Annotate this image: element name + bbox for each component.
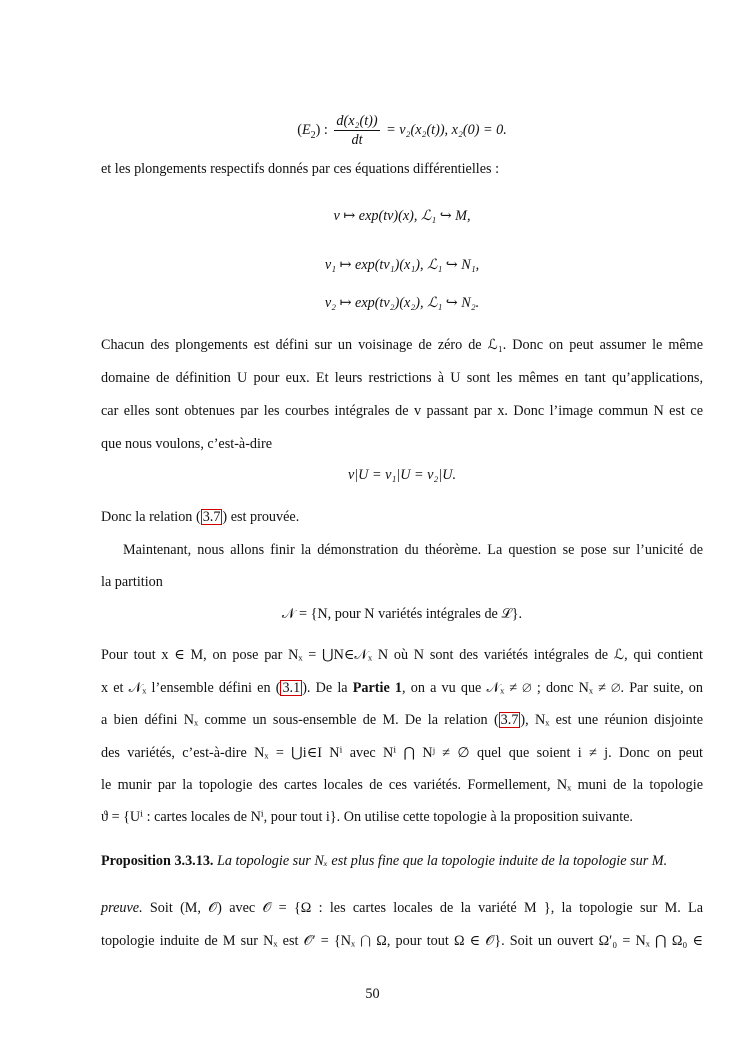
- paragraph-donc-before: Donc la relation: [101, 509, 196, 525]
- close-paren: ): [302, 680, 307, 696]
- open-paren: (: [493, 712, 499, 728]
- proposition-label: Proposition 3.3.13.: [101, 853, 214, 869]
- paragraph-chacun-line-2: domaine de définition U pour eux. Et leurs restrictions à U sont les mêmes en tant qu’applications,: [101, 370, 703, 386]
- proposition-text: La topologie sur Nₓ est plus fine que la topologie induite de la topologie sur M.: [213, 853, 668, 869]
- paragraph-maintenant-line-1: Maintenant, nous allons finir la démonstration du théorème. La question se pose sur l’unicité de: [123, 542, 703, 558]
- preuve-line-1: [101, 899, 703, 917]
- equation-e2-rhs: = v₂(x₂(t)), x₂(0) = 0.: [386, 122, 507, 138]
- paragraph-pourtout-line-2: [101, 679, 703, 697]
- paragraph-donc-after: est prouvée.: [227, 509, 300, 525]
- equation-ref-link[interactable]: 3.7: [202, 509, 221, 525]
- equation-v: v ↦ exp(tv)(x), ℒ₁ ↪ M,: [333, 208, 471, 224]
- page-number: 50: [365, 986, 380, 1002]
- preuve-line-2: topologie induite de M sur Nₓ est 𝒪′ = {Nₓ ⋂ Ω, pour tout Ω ∈ 𝒪}. Soit un ouvert Ω′₀ = Nₓ ⋂ Ω₀ ∈: [101, 933, 703, 949]
- paragraph-pourtout-line-3: [101, 711, 703, 729]
- equation-restriction: v|U = v₁|U = v₂|U.: [347, 467, 457, 483]
- paragraph-pourtout-line-6: ϑ = {Uⁱ : cartes locales de Nⁱ, pour tout i}. On utilise cette topologie à la proposition suivante.: [101, 809, 633, 825]
- paragraph-donc: [101, 508, 703, 526]
- close-paren: ): [222, 509, 228, 525]
- open-paren: (: [275, 680, 281, 696]
- pourtout-l3-b: , Nₓ est une réunion disjointe: [525, 712, 704, 728]
- pourtout-l2-b: . De la: [306, 680, 353, 696]
- equation-e2-numerator: d(x₂(t)): [336, 113, 378, 130]
- paragraph-chacun-line-3: car elles sont obtenues par les courbes intégrales de v passant par x. Donc l’image commun N est ce: [101, 403, 703, 419]
- preuve-text-1: Soit (M, 𝒪) avec 𝒪 = {Ω : les cartes locales de la variété M }, la topologie sur M. La: [142, 900, 703, 916]
- equation-e2-denominator: dt: [351, 132, 363, 149]
- definition-ref-link[interactable]: 3.1: [282, 680, 301, 696]
- equation-e2: [101, 112, 703, 148]
- equation-v1: v₁ ↦ exp(tv₁)(x₁), ℒ₁ ↪ N₁,: [324, 257, 480, 273]
- pourtout-l2-c: , on a vu que 𝒩ₓ ≠ ∅ ; donc Nₓ ≠ ∅. Par suite, on: [402, 680, 703, 696]
- equation-e2-label: $(E_2)$ :: [297, 122, 328, 141]
- close-paren: ): [520, 712, 526, 728]
- paragraph-pourtout-line-1: Pour tout x ∈ M, on pose par Nₓ = ⋃N∈𝒩ₓ N où N sont des variétés intégrales de ℒ, qui contient: [101, 647, 703, 663]
- paragraph-maintenant-line-2: la partition: [101, 574, 163, 590]
- equation-partition: 𝒩 = {N, pour N variétés intégrales de ℒ}.: [281, 606, 523, 622]
- equation-e2-fraction: [334, 113, 379, 148]
- preuve-label: preuve.: [101, 900, 143, 916]
- pourtout-l2-a: x et 𝒩ₓ l’ensemble défini en: [101, 680, 276, 696]
- paragraph-chacun-line-1: Chacun des plongements est défini sur un voisinage de zéro de ℒ₁. Donc on peut assumer le même: [101, 337, 703, 353]
- paragraph-pourtout-line-5: le munir par la topologie des cartes locales de ces variétés. Formellement, Nₓ muni de la topologie: [101, 777, 703, 793]
- paragraph-pourtout-line-4: des variétés, c’est-à-dire Nₓ = ⋃i∈I Nⁱ avec Nⁱ ⋂ Nʲ ≠ ∅ quel que soient i ≠ j. Donc on peut: [101, 745, 703, 761]
- paragraph-chacun-line-4: que nous voulons, c’est-à-dire: [101, 436, 272, 452]
- paragraph-plongements: et les plongements respectifs donnés par ces équations différentielles :: [101, 161, 500, 177]
- open-paren: (: [195, 509, 201, 525]
- pourtout-l3-a: a bien défini Nₓ comme un sous-ensemble de M. De la relation: [101, 712, 494, 728]
- partie-1-bold: Partie 1: [352, 680, 403, 696]
- equation-ref-link[interactable]: 3.7: [500, 712, 519, 728]
- proposition-3-3-13: [101, 852, 703, 870]
- equation-v2: v₂ ↦ exp(tv₂)(x₂), ℒ₁ ↪ N₂.: [324, 295, 480, 311]
